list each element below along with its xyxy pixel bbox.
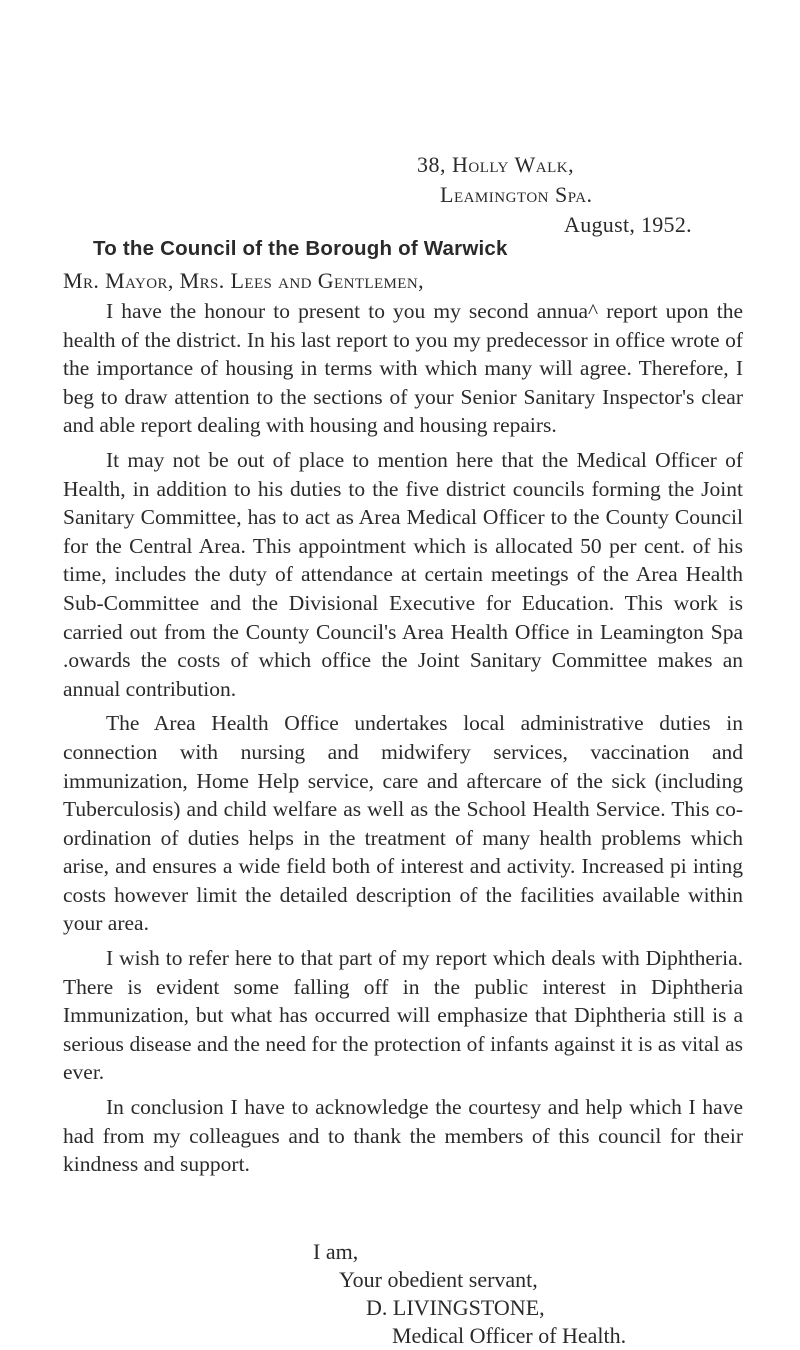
letter-date: August, 1952. xyxy=(564,212,692,237)
closing-phrase: Your obedient servant, xyxy=(339,1267,538,1292)
letter-heading: To the Council of the Borough of Warwick xyxy=(93,237,508,260)
letter-body xyxy=(63,297,743,1185)
salutation: Mr. Mayor, Mrs. Lees and Gentlemen, xyxy=(63,268,424,293)
paragraph: The Area Health Office undertakes local administrative duties in connection with nursing and midwifery services, vaccination and immunization, Home Help service, care and aftercare of the sick (including Tuberculosis) and child welfare as well as the School Health Service. This co-ordination of duties helps in the treatment of many health problems which arise, and ensures a wide field both of interest and activity. Increased pi inting costs however limit the detailed description of the facilities available within your area. xyxy=(63,711,743,936)
signoff-block xyxy=(0,1238,626,1350)
paragraph: It may not be out of place to mention here that the Medical Officer of Health, in addition to his duties to the five district councils forming the Joint Sanitary Committee, has to act as Area Medical Officer to the County Council for the Central Area. This appointment which is allocated 50 per cent. of his time, includes the duty of attendance at certain meetings of the Area Health Sub-Committee and the Divisional Executive for Education. This work is carried out from the County Council's Area Health Office in Leamington Spa .owards the costs of which office the Joint Sanitary Committee makes an annual contribution. xyxy=(63,447,743,701)
address-line-town: Leamington Spa. xyxy=(440,182,593,207)
sender-address xyxy=(0,150,800,240)
paragraph: In conclusion I have to acknowledge the courtesy and help which I have had from my colleagues and to thank the members of this council for their kindness and support. xyxy=(63,1095,743,1177)
paragraph: I have the honour to present to you my second annua^ report upon the health of the district. In his last report to you my predecessor in office wrote of the importance of housing in terms with which many will agree. Therefore, I beg to draw attention to the sections of your Senior Sanitary Inspector's clear and able report dealing with housing and housing repairs. xyxy=(63,299,743,438)
address-line-street: 38, Holly Walk, xyxy=(417,152,575,177)
paragraph: I wish to refer here to that part of my report which deals with Diphtheria. There is evident some falling off in the public interest in Diphtheria Immunization, but what has occurred will emphasize that Diphtheria still is a serious disease and the need for the protection of infants against it is as vital as ever. xyxy=(63,946,743,1085)
signatory-title: Medical Officer of Health. xyxy=(392,1323,627,1348)
signatory-name: D. LIVINGSTONE, xyxy=(366,1295,545,1320)
closing-line: I am, xyxy=(313,1239,359,1264)
